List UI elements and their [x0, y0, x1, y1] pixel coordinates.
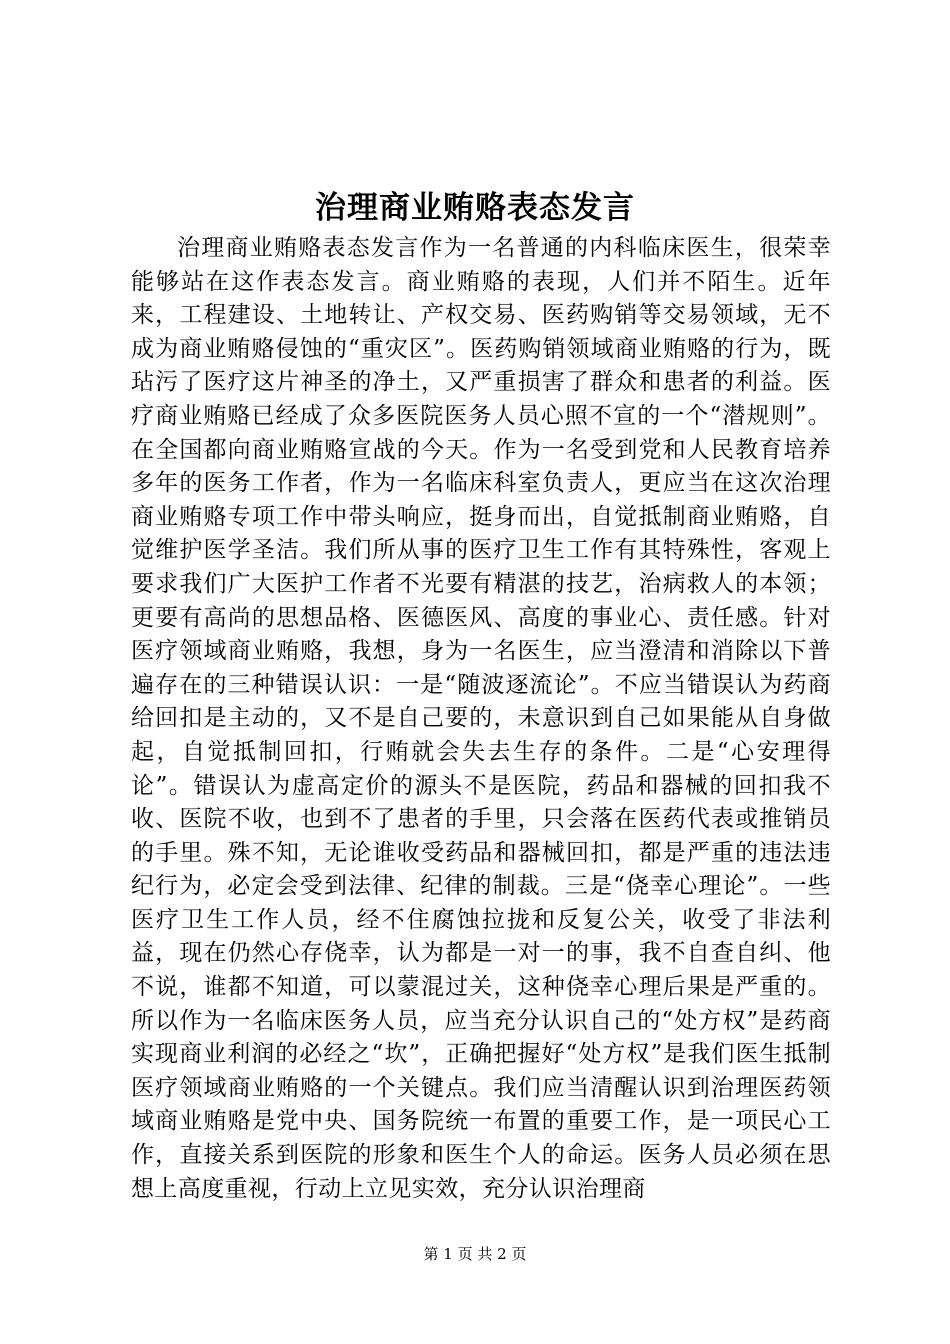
- document-title: 治理商业贿赂表态发言: [315, 190, 635, 226]
- document-body: 治理商业贿赂表态发言作为一名普通的内科临床医生，很荣幸能够站在这作表态发言。商业贿赂的表现，人们并不陌生。近年来，工程建设、土地转让、产权交易、医药购销等交易领域，无不成为商业贿赂侵蚀的“重灾区”。医药购销领域商业贿赂的行为，既玷污了医疗这片神圣的净土，又严重损害了群众和患者的利益。医疗商业贿赂已经成了众多医院医务人员心照不宣的一个“潜规则”。在全国都向商业贿赂宣战的今天。作为一名受到党和人民教育培养多年的医务工作者，作为一名临床科室负责人，更应当在这次治理商业贿赂专项工作中带头响应，挺身而出，自觉抵制商业贿赂，自觉维护医学圣洁。我们所从事的医疗卫生工作有其特殊性，客观上要求我们广大医护工作者不光要有精湛的技艺，治病救人的本领；更要有高尚的思想品格、医德医风、高度的事业心、责任感。针对医疗领域商业贿赂，我想，身为一名医生，应当澄清和消除以下普遍存在的三种错误认识：一是“随波逐流论”。不应当错误认为药商给回扣是主动的，又不是自己要的，未意识到自己如果能从自身做起，自觉抵制回扣，行贿就会失去生存的条件。二是“心安理得论”。错误认为虚高定价的源头不是医院，药品和器械的回扣我不收、医院不收，也到不了患者的手里，只会落在医药代表或推销员的手里。殊不知，无论谁收受药品和器械回扣，都是严重的违法违纪行为，必定会受到法律、纪律的制裁。三是“侥幸心理论”。一些医疗卫生工作人员，经不住腐蚀拉拢和反复公关，收受了非法利益，现在仍然心存侥幸，认为都是一对一的事，我不自查自纠、他不说，谁都不知道，可以蒙混过关，这种侥幸心理后果是严重的。所以作为一名临床医务人员，应当充分认识自己的“处方权”是药商实现商业利润的必经之“坎”，正确把握好“处方权”是我们医生抵制医疗领域商业贿赂的一个关键点。我们应当清醒认识到治理医药领域商业贿赂是党中央、国务院统一布置的重要工作，是一项民心工作，直接关系到医院的形象和医生个人的命运。医务人员必须在思想上高度重视，行动上立见实效，充分认识治理商: [131, 235, 831, 1202]
- page-footer: 第 1 页 共 2 页: [423, 1245, 527, 1263]
